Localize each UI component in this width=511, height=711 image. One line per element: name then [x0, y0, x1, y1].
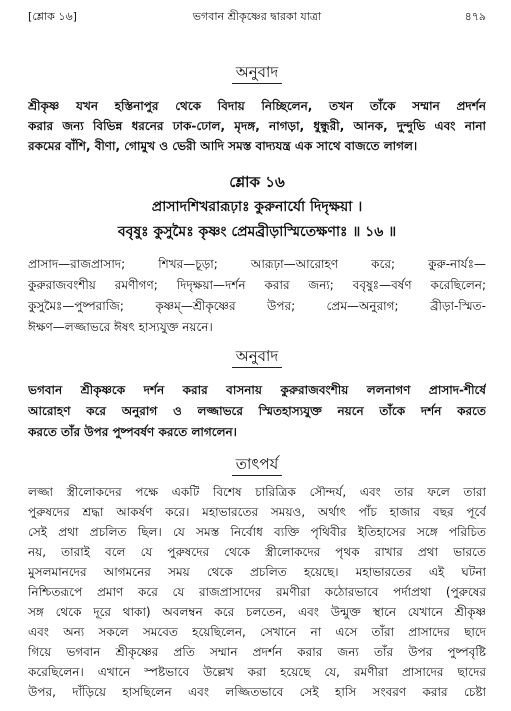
synonyms-line: কুসুমৈঃ—পুষ্পরাজি; কৃষ্ণম্—শ্রীকৃষ্ণের উপর; প্রেম—অনুরাগ; ব্রীড়া-স্মিত-	[28, 299, 486, 313]
purport-line: নিশ্চিতরূপে প্রমাণ করে যে রাজপ্রাসাদের রমণীরা কঠোরভাবে পর্দাপ্রথা (পুরুষের	[28, 585, 486, 599]
translation-2-line: করতে তাঁর উপর পুষ্পবর্ষণ করতে লাগলেন।	[28, 425, 237, 439]
purport-line: এবং অন্য সকলে সমবেত হয়েছিলেন, সেখানে না এসে তাঁরা প্রাসাদের ছাদে	[28, 625, 486, 639]
running-head	[28, 8, 486, 26]
purport-line: নয়, তারাই বলে যে পুরুষদের থেকে স্ত্রীলোকদের পৃথক রাখার প্রথা ভারতে	[28, 545, 486, 559]
synonyms-line: ঈক্ষণ—লজ্জাভরে ঈষৎ হাস্যযুক্ত নয়নে।	[28, 320, 213, 334]
page-number: ৪৭৯	[464, 10, 486, 23]
running-head-verse-ref: [শ্লোক ১৬]	[28, 10, 77, 23]
verse-number: শ্লোক ১৬	[229, 173, 285, 191]
purport-heading-text: তাৎপর্য	[232, 454, 282, 476]
book-page	[28, 0, 486, 711]
synonyms-paragraph	[28, 254, 486, 338]
purport-line: সঙ্গ থেকে দূরে থাকা) অবলম্বন করে চলতেন, এবং উন্মুক্ত স্থানে যেখানে শ্রীকৃষ্ণ	[28, 605, 486, 619]
purport-line: সেই প্রথা প্রচলিত ছিল। যে সমস্ত নির্বোধ ব্যক্তি পৃথিবীর ইতিহাসের সঙ্গে পরিচিত	[28, 525, 486, 539]
purport-line: মুসলমানদের আগমনের সময় থেকে প্রচলিত হয়েছে। মহাভারতের এই ঘটনা	[28, 565, 486, 579]
purport-line: লজ্জা স্ত্রীলোকদের পক্ষে একটি বিশেষ চারিত্রিক সৌন্দর্য, এবং তার ফলে তারা	[28, 485, 486, 499]
translation-heading-2	[28, 346, 486, 368]
synonyms-line: কুরুরাজবংশীয় রমণীগণ; দিদৃক্ষয়া—দর্শন করার জন্য; ববৃষুঃ—বর্ষণ করেছিলেন;	[28, 278, 486, 292]
translation-paragraph-1	[28, 96, 486, 156]
translation-1-line: শ্রীকৃষ্ণ যখন হস্তিনাপুর থেকে বিদায় নিচ্ছিলেন, তখন তাঁকে সম্মান প্রদর্শন	[28, 99, 486, 113]
translation-heading-2-text: অনুবাদ	[232, 346, 283, 368]
purport-line: গিয়ে ভগবান শ্রীকৃষ্ণের প্রতি সম্মান প্রদর্শন করার জন্য তাঁর উপর পুষ্পবৃষ্টি	[28, 645, 486, 659]
purport-line: উপর, দাঁড়িয়ে হাসছিলেন এবং লজ্জিতভাবে সেই হাসি সংবরণ করার চেষ্টা	[28, 685, 486, 699]
running-head-title: ভগবান শ্রীকৃষ্ণের দ্বারকা যাত্রা	[192, 10, 322, 23]
translation-heading-1	[28, 62, 486, 84]
verse-line-1: প্রাসাদশিখরারূঢ়াঃ কুরুনার্যো দিদৃক্ষয়া ।	[151, 199, 363, 215]
translation-2-line: আরোহণ করে অনুরাগ ও লজ্জাভরে স্মিতহাস্যযুক্ত নয়নে তাঁকে দর্শন করতে	[28, 404, 486, 418]
purport-heading	[28, 454, 486, 476]
translation-paragraph-2	[28, 380, 486, 443]
verse-line-2: ববৃষুঃ কুসুমৈঃ কৃষ্ণং প্রেমব্রীড়াস্মিতেক্ষণাঃ ॥ ১৬ ॥	[117, 224, 397, 240]
synonyms-line: প্রাসাদ—রাজপ্রাসাদ; শিখর—চূড়া; আরূঢ়া—আরোহণ করে; কুরু-নার্যঃ—	[28, 257, 486, 271]
translation-1-line: করার জন্য বিভিন্ন ধরনের ঢাক-ঢোল, মৃদঙ্গ, নাগড়া, ধুন্ধুরী, আনক, দুন্দুভি এবং নানা	[28, 119, 486, 133]
translation-heading-1-text: অনুবাদ	[232, 62, 283, 84]
translation-2-line: ভগবান শ্রীকৃষ্ণকে দর্শন করার বাসনায় কুরুরাজবংশীয় ললনাগণ প্রাসাদ-শীর্ষে	[28, 383, 486, 397]
purport-line: করেছিলেন। এখানে স্পষ্টভাবে উল্লেখ করা হয়েছে যে, রমণীরা প্রাসাদের ছাদের	[28, 665, 486, 679]
purport-line: পুরুষদের শ্রদ্ধা আকর্ষণ করে। মহাভারতের সময়ও, অর্থাৎ পাঁচ হাজার বছর পূর্বে	[28, 505, 486, 519]
purport-paragraph	[28, 482, 486, 702]
translation-1-line: রকমের বাঁশি, বীণা, গোমুখ ও ভেরী আদি সমস্ত বাদ্যযন্ত্র এক সাথে বাজতে লাগল।	[28, 139, 418, 153]
